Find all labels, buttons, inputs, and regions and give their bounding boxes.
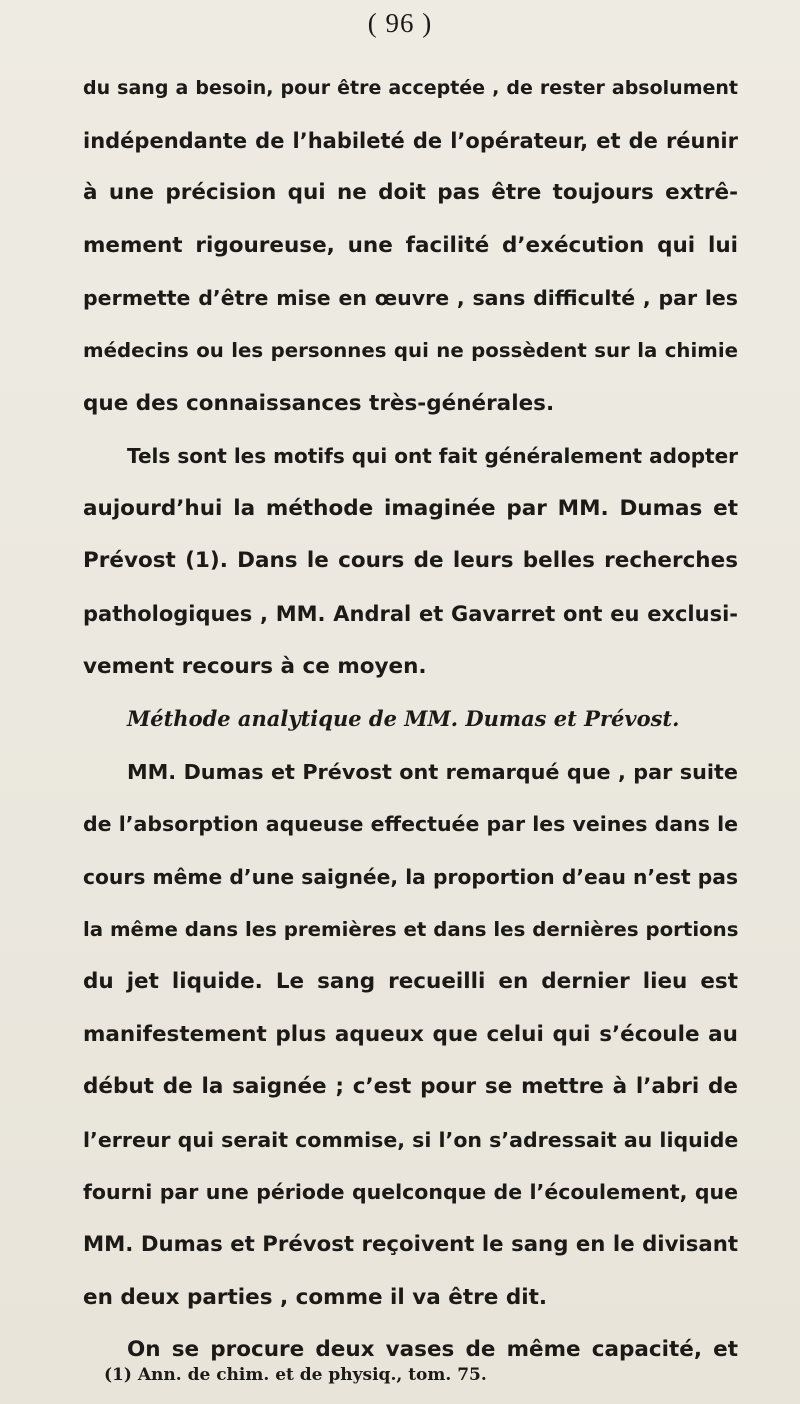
text-line: du sang a besoin, pour être acceptée , de rester absolument <box>83 77 738 99</box>
text-line: permette d’être mise en œuvre , sans difficulté , par les <box>83 286 738 311</box>
text-line: On se procure deux vases de même capacité, et <box>127 1337 738 1363</box>
text-line: cours même d’une saignée, la proportion d’eau n’est pas <box>83 864 738 889</box>
page-number: ( 96 ) <box>367 8 433 38</box>
text-line: vement recours à ce moyen. <box>83 653 427 679</box>
text-line: MM. Dumas et Prévost ont remarqué que , par suite <box>127 759 738 784</box>
text-line: pathologiques , MM. Andral et Gavarret ont eu exclusi- <box>83 601 738 626</box>
body-text <box>83 62 738 1377</box>
text-line: la même dans les premières et dans les dernières portions <box>83 917 739 941</box>
text-line: indépendante de l’habileté de l’opérateur, et de réunir <box>83 128 738 153</box>
text-line: MM. Dumas et Prévost reçoivent le sang en le divisant <box>83 1232 738 1258</box>
text-line: fourni par une période quelconque de l’écoulement, que <box>83 1180 738 1205</box>
section-heading: Méthode analytique de MM. Dumas et Prévost. <box>127 706 680 732</box>
text-line: Tels sont les motifs qui ont fait généralement adopter <box>127 444 738 469</box>
text-line: l’erreur qui serait commise, si l’on s’adressait au liquide <box>83 1127 739 1152</box>
text-line: début de la saignée ; c’est pour se mettre à l’abri de <box>83 1074 738 1100</box>
text-line: Prévost (1). Dans le cours de leurs belles recherches <box>83 548 738 574</box>
text-line: mement rigoureuse, une facilité d’exécution qui lui <box>83 232 738 258</box>
text-line: que des connaissances très-générales. <box>83 390 555 416</box>
footnote: (1) Ann. de chim. et de physiq., tom. 75. <box>104 1365 487 1385</box>
text-line: médecins ou les personnes qui ne possèdent sur la chimie <box>83 338 738 362</box>
text-line: en deux parties , comme il va être dit. <box>83 1284 548 1310</box>
text-line: de l’absorption aqueuse effectuée par les veines dans le <box>83 812 739 837</box>
text-line: manifestement plus aqueux que celui qui s’écoule au <box>83 1021 738 1047</box>
text-line: aujourd’hui la méthode imaginée par MM. Dumas et <box>83 495 738 521</box>
text-line: à une précision qui ne doit pas être toujours extrê- <box>83 180 738 206</box>
text-line: du jet liquide. Le sang recueilli en dernier lieu est <box>83 969 738 995</box>
